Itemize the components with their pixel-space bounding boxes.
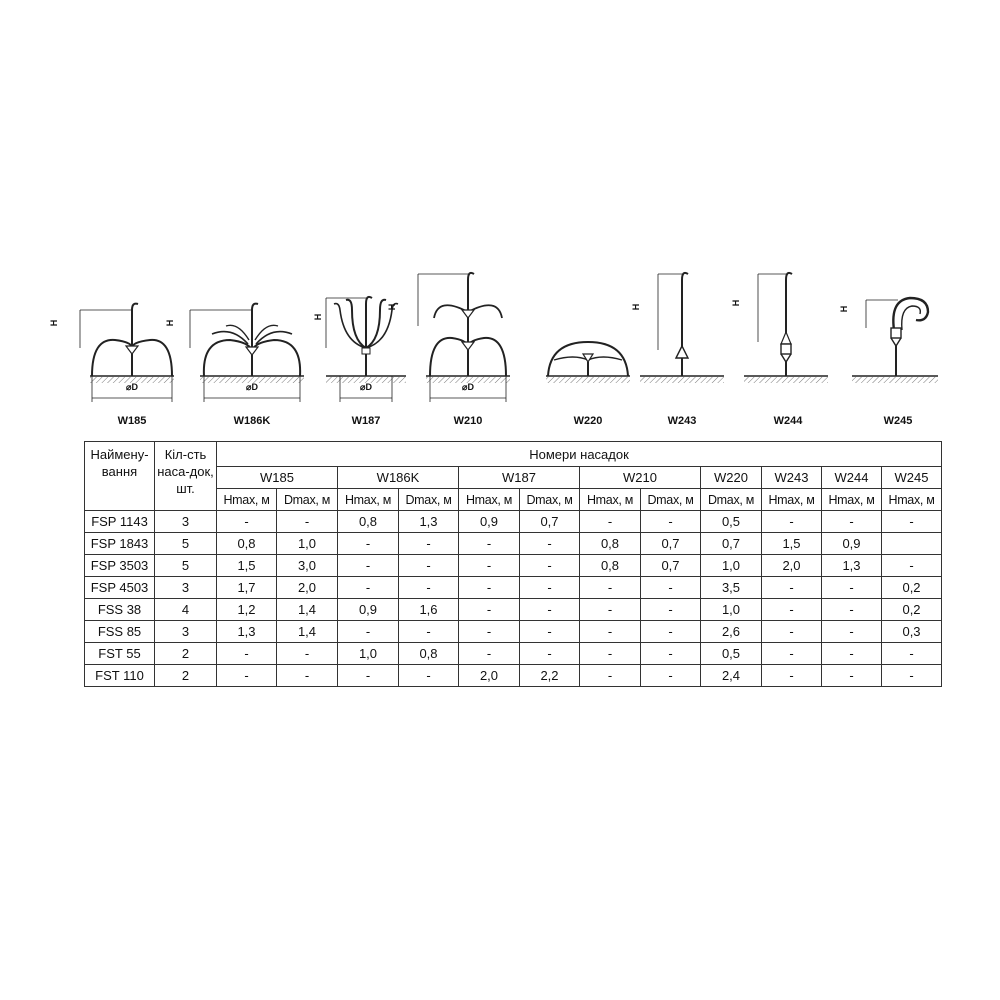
table-body	[85, 511, 942, 687]
value-cell: -	[277, 643, 338, 665]
w245-diagram	[852, 290, 942, 410]
w244-h-label: H	[731, 299, 741, 307]
row-name: FST 110	[85, 665, 155, 687]
value-cell: -	[762, 643, 822, 665]
value-cell: 0,2	[882, 577, 942, 599]
nozzle-w185	[49, 290, 180, 427]
value-cell: 1,5	[217, 555, 277, 577]
value-cell: 1,0	[277, 533, 338, 555]
table-row	[85, 555, 942, 577]
w243-h-label: H	[631, 303, 641, 311]
value-cell: -	[520, 533, 580, 555]
value-cell: -	[641, 599, 701, 621]
nozzle-w210	[387, 266, 518, 427]
value-cell: -	[762, 511, 822, 533]
value-cell: -	[882, 555, 942, 577]
value-cell: 0,8	[217, 533, 277, 555]
value-cell: -	[882, 643, 942, 665]
value-cell: 0,8	[399, 643, 459, 665]
value-cell: 1,0	[701, 555, 762, 577]
subheader-cell: Dmax, м	[641, 489, 701, 511]
value-cell: -	[399, 533, 459, 555]
w220-diagram	[544, 330, 634, 410]
row-name: FSP 1843	[85, 533, 155, 555]
subheader-cell: Hmax, м	[762, 489, 822, 511]
value-cell: -	[338, 555, 399, 577]
table-row	[85, 665, 942, 687]
value-cell: 0,2	[882, 599, 942, 621]
value-cell: -	[277, 665, 338, 687]
value-cell: -	[580, 665, 641, 687]
value-cell: 1,4	[277, 621, 338, 643]
value-cell: -	[641, 643, 701, 665]
w187-h-label: H	[313, 313, 323, 321]
value-cell: -	[762, 665, 822, 687]
value-cell: -	[520, 643, 580, 665]
value-cell: 2,0	[277, 577, 338, 599]
value-cell: -	[338, 577, 399, 599]
value-cell: -	[882, 665, 942, 687]
value-cell: -	[580, 577, 641, 599]
w186k-d-label: ⌀D	[246, 382, 258, 392]
value-cell: -	[459, 555, 520, 577]
subheader-cell: Hmax, м	[882, 489, 942, 511]
value-cell: -	[520, 577, 580, 599]
value-cell: -	[822, 599, 882, 621]
value-cell: 0,8	[580, 533, 641, 555]
value-cell: -	[580, 599, 641, 621]
w186k-h-label: H	[165, 319, 175, 327]
group-w243: W243	[762, 467, 822, 489]
subheader-cell: Hmax, м	[338, 489, 399, 511]
value-cell: -	[399, 577, 459, 599]
group-w187: W187	[459, 467, 580, 489]
subheader-cell: Hmax, м	[580, 489, 641, 511]
nozzle-w220	[544, 330, 634, 427]
value-cell: 1,4	[277, 599, 338, 621]
w210-label: W210	[453, 415, 483, 427]
w185-d-label: ⌀D	[126, 382, 138, 392]
value-cell: 0,5	[701, 643, 762, 665]
col-qty-header: Кіл-сть наса-док, шт.	[155, 442, 217, 511]
row-qty: 3	[155, 621, 217, 643]
value-cell: -	[762, 599, 822, 621]
value-cell: -	[459, 599, 520, 621]
value-cell: -	[822, 665, 882, 687]
w244-label: W244	[773, 415, 803, 427]
subheader-cell: Hmax, м	[217, 489, 277, 511]
row-qty: 3	[155, 511, 217, 533]
row-qty: 3	[155, 577, 217, 599]
value-cell: 3,5	[701, 577, 762, 599]
value-cell: 0,7	[641, 533, 701, 555]
value-cell: -	[459, 577, 520, 599]
subheader-cell: Dmax, м	[701, 489, 762, 511]
value-cell: -	[580, 643, 641, 665]
value-cell: -	[459, 533, 520, 555]
value-cell: 1,0	[338, 643, 399, 665]
w210-h-label: H	[387, 303, 397, 311]
value-cell: 1,3	[217, 621, 277, 643]
w245-label: W245	[883, 415, 913, 427]
nozzle-w243	[631, 268, 730, 427]
table-row	[85, 577, 942, 599]
row-name: FSS 85	[85, 621, 155, 643]
col-name-header: Наймену-вання	[85, 442, 155, 511]
group-w186k: W186K	[338, 467, 459, 489]
value-cell: 0,8	[580, 555, 641, 577]
header-row-1	[85, 442, 942, 467]
value-cell: -	[641, 621, 701, 643]
subheader-cell: Dmax, м	[399, 489, 459, 511]
value-cell: 0,7	[701, 533, 762, 555]
value-cell: -	[520, 621, 580, 643]
nozzle-spec-table	[84, 441, 942, 687]
w210-d-label: ⌀D	[462, 382, 474, 392]
row-name: FSS 38	[85, 599, 155, 621]
value-cell: -	[580, 511, 641, 533]
value-cell: 2,0	[459, 665, 520, 687]
group-header: Номери насадок	[217, 442, 942, 467]
table-row	[85, 533, 942, 555]
value-cell: 0,7	[520, 511, 580, 533]
subheader-cell: Dmax, м	[277, 489, 338, 511]
value-cell: 3,0	[277, 555, 338, 577]
nozzle-w187	[313, 290, 412, 427]
value-cell: 1,7	[217, 577, 277, 599]
row-name: FSP 4503	[85, 577, 155, 599]
table-row	[85, 643, 942, 665]
value-cell: 2,4	[701, 665, 762, 687]
w186k-label: W186K	[233, 415, 271, 427]
value-cell: -	[580, 621, 641, 643]
value-cell: -	[338, 665, 399, 687]
value-cell: -	[762, 621, 822, 643]
value-cell: -	[277, 511, 338, 533]
value-cell: 1,0	[701, 599, 762, 621]
value-cell: 1,6	[399, 599, 459, 621]
value-cell: 1,3	[822, 555, 882, 577]
row-qty: 2	[155, 665, 217, 687]
value-cell: -	[399, 621, 459, 643]
value-cell: -	[399, 555, 459, 577]
row-name: FSP 3503	[85, 555, 155, 577]
value-cell: 0,5	[701, 511, 762, 533]
value-cell: -	[641, 665, 701, 687]
value-cell: -	[520, 599, 580, 621]
value-cell: -	[822, 621, 882, 643]
value-cell: -	[822, 577, 882, 599]
nozzle-w245	[839, 290, 942, 427]
w187-d-label: ⌀D	[360, 382, 372, 392]
value-cell: -	[338, 533, 399, 555]
value-cell: 0,3	[882, 621, 942, 643]
value-cell: -	[822, 511, 882, 533]
value-cell: -	[641, 577, 701, 599]
row-qty: 2	[155, 643, 217, 665]
value-cell	[882, 533, 942, 555]
w245-h-label: H	[839, 305, 849, 313]
value-cell: -	[762, 577, 822, 599]
w243-diagram	[640, 268, 730, 410]
subheader-cell: Dmax, м	[520, 489, 580, 511]
table-row	[85, 621, 942, 643]
w220-label: W220	[573, 415, 603, 427]
value-cell: -	[217, 643, 277, 665]
value-cell: 0,9	[822, 533, 882, 555]
w243-label: W243	[667, 415, 697, 427]
value-cell: 2,6	[701, 621, 762, 643]
value-cell: -	[459, 643, 520, 665]
nozzle-diagrams	[0, 0, 1000, 440]
value-cell: -	[641, 511, 701, 533]
w185-h-label: H	[49, 319, 59, 327]
group-w185: W185	[217, 467, 338, 489]
nozzle-w186k	[165, 290, 312, 427]
group-w244: W244	[822, 467, 882, 489]
table-row	[85, 599, 942, 621]
value-cell: -	[399, 665, 459, 687]
subheader-cell: Hmax, м	[459, 489, 520, 511]
w185-label: W185	[117, 415, 147, 427]
group-w245: W245	[882, 467, 942, 489]
value-cell: -	[520, 555, 580, 577]
row-name: FSP 1143	[85, 511, 155, 533]
value-cell: -	[822, 643, 882, 665]
nozzle-w244	[731, 268, 834, 427]
row-qty: 5	[155, 555, 217, 577]
value-cell: 0,7	[641, 555, 701, 577]
value-cell: 1,2	[217, 599, 277, 621]
w244-diagram	[744, 268, 834, 410]
value-cell: -	[338, 621, 399, 643]
value-cell: -	[217, 665, 277, 687]
row-qty: 5	[155, 533, 217, 555]
value-cell: 2,2	[520, 665, 580, 687]
value-cell: 0,8	[338, 511, 399, 533]
table-row	[85, 511, 942, 533]
value-cell: -	[217, 511, 277, 533]
value-cell: 0,9	[338, 599, 399, 621]
subheader-cell: Hmax, м	[822, 489, 882, 511]
value-cell: 0,9	[459, 511, 520, 533]
value-cell: 1,5	[762, 533, 822, 555]
row-qty: 4	[155, 599, 217, 621]
group-w210: W210	[580, 467, 701, 489]
w187-label: W187	[351, 415, 381, 427]
value-cell: 2,0	[762, 555, 822, 577]
row-name: FST 55	[85, 643, 155, 665]
group-w220: W220	[701, 467, 762, 489]
value-cell: -	[882, 511, 942, 533]
value-cell: 1,3	[399, 511, 459, 533]
value-cell: -	[459, 621, 520, 643]
